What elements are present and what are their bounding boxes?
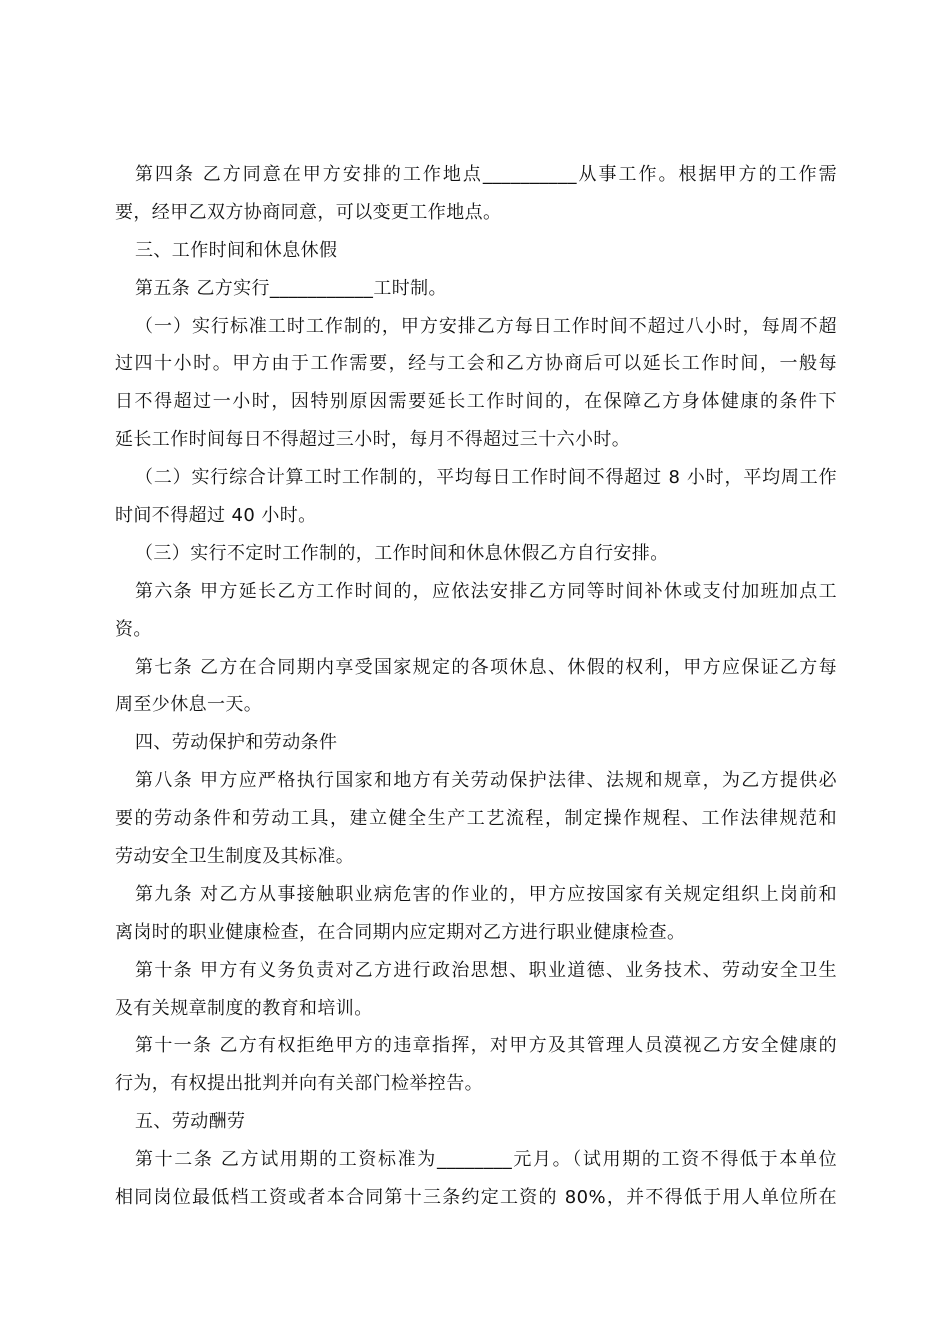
- document-line: 延长工作时间每日不得超过三小时，每月不得超过三十六小时。: [115, 429, 631, 451]
- document-line: 周至少休息一天。: [115, 694, 263, 716]
- document-line: 要，经甲乙双方协商同意，可以变更工作地点。: [115, 201, 502, 223]
- document-line: 劳动安全卫生制度及其标准。: [115, 846, 355, 868]
- document-line: 过四十小时。甲方由于工作需要，经与工会和乙方协商后可以延长工作时间，一般每: [115, 353, 837, 375]
- document-line: 四、劳动保护和劳动条件: [135, 732, 338, 754]
- document-line: （二）实行综合计算工时工作制的，平均每日工作时间不得超过 8 小时，平均周工作: [135, 467, 837, 489]
- document-line: 日不得超过一小时，因特别原因需要延长工作时间的，在保障乙方身体健康的条件下: [115, 391, 837, 413]
- document-line: 第五条 乙方实行___________工时制。: [135, 277, 447, 299]
- document-body: [115, 156, 837, 1217]
- document-line: 要的劳动条件和劳动工具，建立健全生产工艺流程，制定操作规程、工作法律规范和: [115, 808, 837, 830]
- document-line: 第六条 甲方延长乙方工作时间的，应依法安排乙方同等时间补休或支付加班加点工: [135, 580, 837, 602]
- document-line: 相同岗位最低档工资或者本合同第十三条约定工资的 80%，并不得低于用人单位所在: [115, 1187, 837, 1209]
- document-line: 第十二条 乙方试用期的工资标准为________元月。（试用期的工资不得低于本单位: [135, 1149, 837, 1171]
- document-line: 及有关规章制度的教育和培训。: [115, 997, 373, 1019]
- document-line: 第八条 甲方应严格执行国家和地方有关劳动保护法律、法规和规章，为乙方提供必: [135, 770, 837, 792]
- document-line: 三、工作时间和休息休假: [135, 239, 338, 261]
- document-line: 第九条 对乙方从事接触职业病危害的作业的，甲方应按国家有关规定组织上岗前和: [135, 883, 837, 905]
- document-line: 第七条 乙方在合同期内享受国家规定的各项休息、休假的权利，甲方应保证乙方每: [135, 656, 837, 678]
- document-line: 第十条 甲方有义务负责对乙方进行政治思想、职业道德、业务技术、劳动安全卫生: [135, 959, 837, 981]
- document-line: 资。: [115, 618, 152, 640]
- document-line: 离岗时的职业健康检查，在合同期内应定期对乙方进行职业健康检查。: [115, 921, 686, 943]
- document-line: 时间不得超过 40 小时。: [115, 505, 317, 527]
- document-line: 行为，有权提出批判并向有关部门检举控告。: [115, 1073, 483, 1095]
- document-line: 五、劳动酬劳: [135, 1111, 246, 1133]
- document-line: （一）实行标准工时工作制的，甲方安排乙方每日工作时间不超过八小时，每周不超: [135, 315, 837, 337]
- document-line: 第十一条 乙方有权拒绝甲方的违章指挥，对甲方及其管理人员漠视乙方安全健康的: [135, 1035, 837, 1057]
- document-line: 第四条 乙方同意在甲方安排的工作地点__________从事工作。根据甲方的工作需: [135, 164, 837, 185]
- document-line: （三）实行不定时工作制的，工作时间和休息休假乙方自行安排。: [135, 542, 669, 564]
